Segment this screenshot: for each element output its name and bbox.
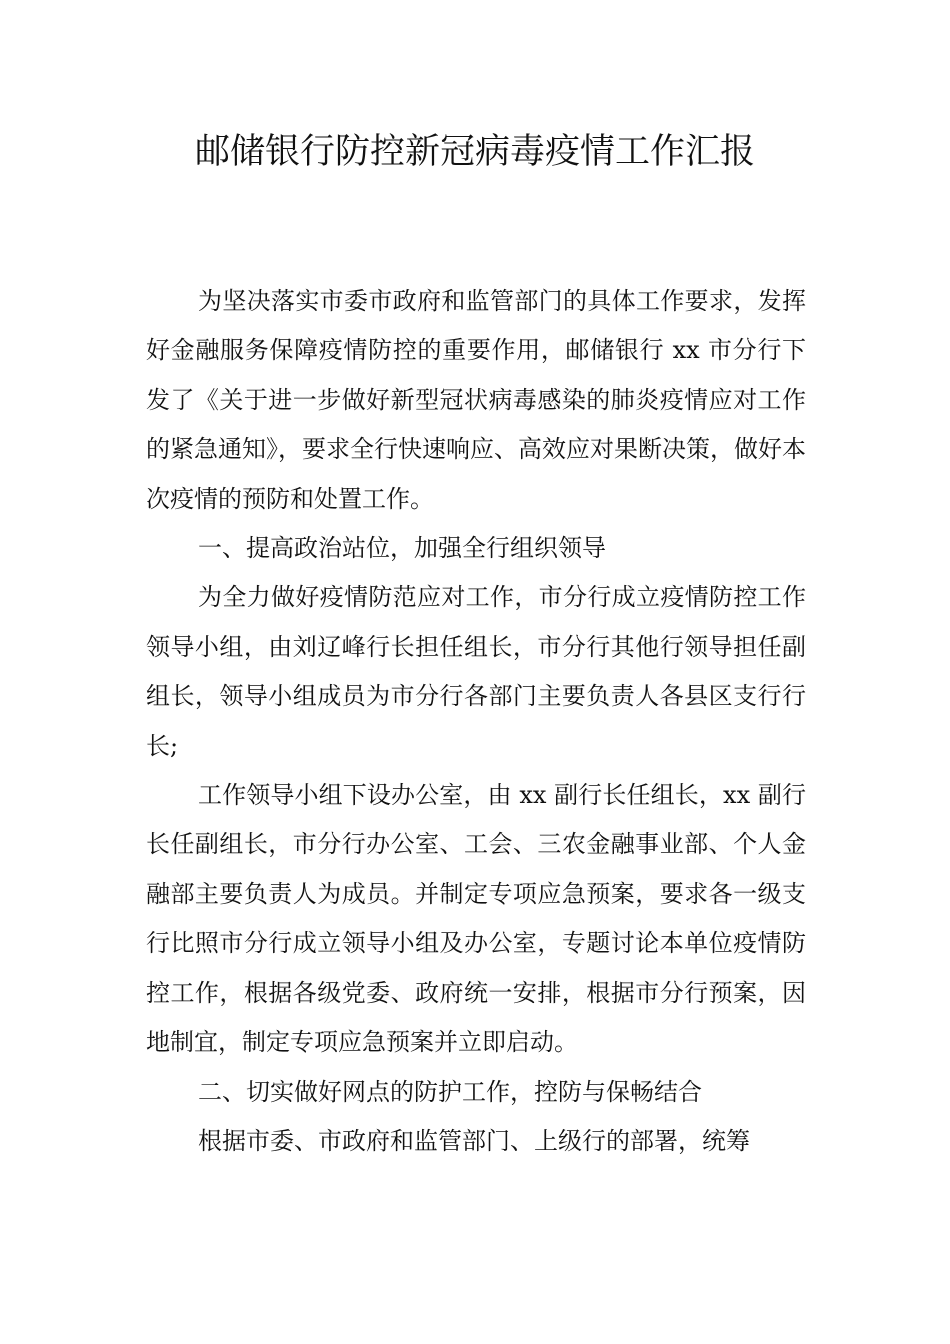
paragraph-intro: 为坚决落实市委市政府和监管部门的具体工作要求，发挥好金融服务保障疫情防控的重要作用，邮储银行 xx 市分行下发了《关于进一步做好新型冠状病毒感染的肺炎疫情应对工作的紧急通知》，要求全行快速响应、高效应对果断决策，做好本次疫情的预防和处置工作。 bbox=[146, 287, 806, 513]
section-heading-1: 一、提高政治站位，加强全行组织领导 bbox=[198, 534, 606, 563]
paragraph-office: 工作领导小组下设办公室，由 xx 副行长任组长，xx 副行长任副组长，市分行办公室、工会、三农金融事业部、个人金融部主要负责人为成员。并制定专项应急预案，要求各一级支行比照市分行成立领导小组及办公室，专题讨论本单位疫情防控工作，根据各级党委、政府统一安排，根据市分行预案，因地制宜，制定专项应急预案并立即启动。 bbox=[146, 781, 806, 1057]
paragraph-deployment: 根据市委、市政府和监管部门、上级行的部署，统筹 bbox=[198, 1126, 750, 1155]
section-heading-2: 二、切实做好网点的防护工作，控防与保畅结合 bbox=[198, 1077, 702, 1106]
paragraph-leadership-group: 为全力做好疫情防范应对工作，市分行成立疫情防控工作领导小组，由刘辽峰行长担任组长，市分行其他行领导担任副组长，领导小组成员为市分行各部门主要负责人各县区支行行长; bbox=[146, 583, 806, 760]
document-title: 邮储银行防控新冠病毒疫情工作汇报 bbox=[194, 132, 755, 172]
document-body bbox=[146, 277, 806, 1166]
